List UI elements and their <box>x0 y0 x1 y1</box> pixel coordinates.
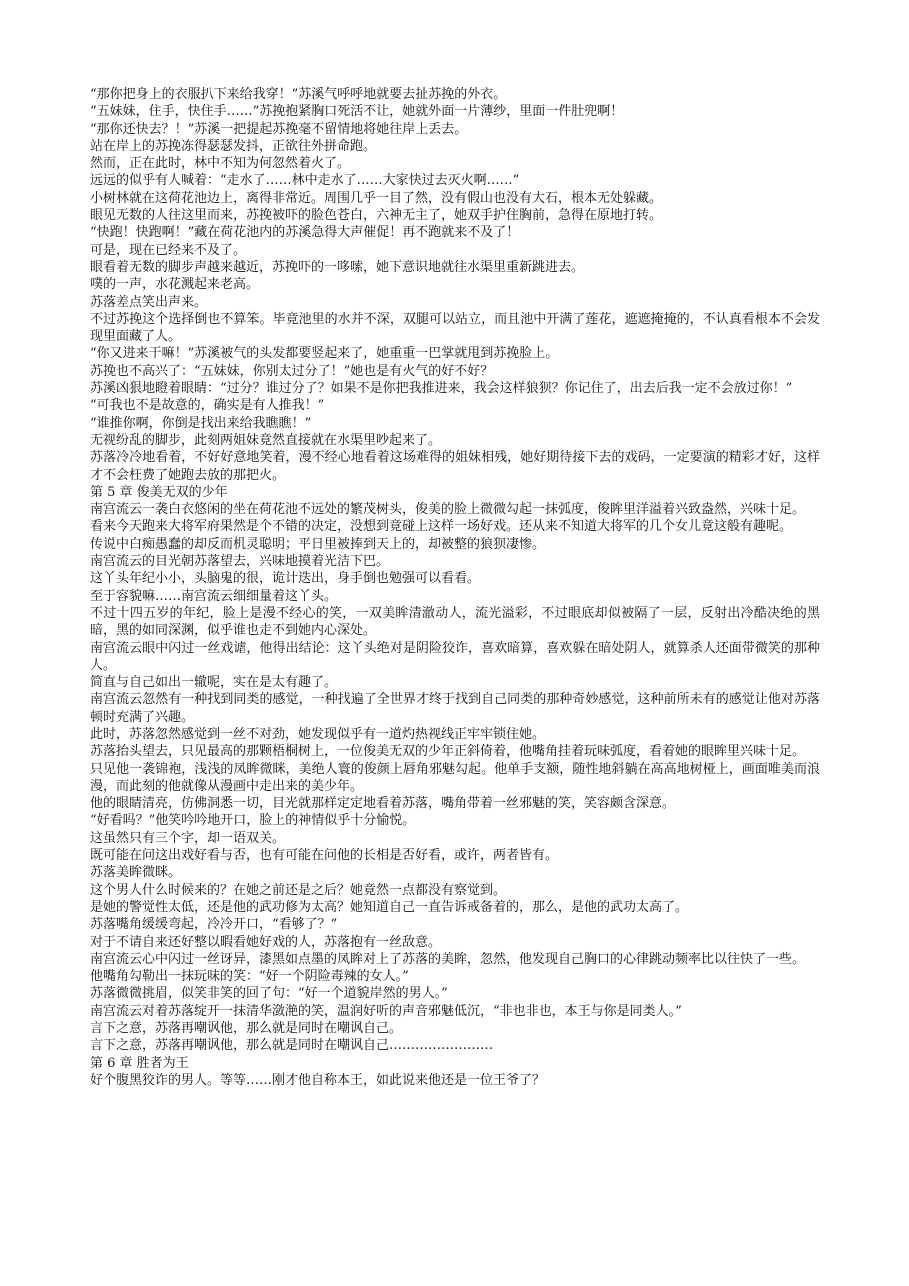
paragraph: 南宫流云心中闪过一丝讶异，漆黑如点墨的凤眸对上了苏落的美眸，忽然，他发现自己胸口的心律跳动频率比以往快了一些。 <box>90 951 806 967</box>
paragraph: 这虽然只有三个字，却一语双关。 <box>90 830 286 846</box>
paragraph: 不过苏挽这个选择倒也不算笨。毕竟池里的水并不深，双腿可以站立，而且池中开满了莲花，遮遮掩掩的，不认真看根本不会发现里面藏了人。 <box>90 311 820 345</box>
paragraph: 好个腹黑狡诈的男人。等等……刚才他自称本王，如此说来他还是一位王爷了？ <box>90 1072 546 1088</box>
paragraph: 此时，苏落忽然感觉到一丝不对劲，她发现似乎有一道灼热视线正牢牢锁住她。 <box>90 726 546 742</box>
paragraph: 对于不请自来还好整以暇看她好戏的人，苏落抱有一丝敌意。 <box>90 934 442 950</box>
paragraph: 苏落美眸微眯。 <box>90 865 182 881</box>
paragraph: 无视纷乱的脚步，此刻两姐妹竟然直接就在水渠里吵起来了。 <box>90 432 442 448</box>
paragraph: 小树林就在这荷花池边上，离得非常近。周围几乎一目了然，没有假山也没有大石，根本无处躲藏。 <box>90 190 663 206</box>
paragraph: 然而，正在此时，林中不知为何忽然着火了。 <box>90 156 351 172</box>
chapter-heading: 第 6 章 胜者为王 <box>90 1055 189 1071</box>
paragraph: 南宫流云忽然有一种找到同类的感觉，一种找遍了全世界才终于找到自己同类的那种奇妙感觉，这种前所未有的感觉让他对苏落顿时充满了兴趣。 <box>90 692 820 725</box>
paragraph: 简直与自己如出一辙呢，实在是太有趣了。 <box>90 675 338 691</box>
paragraph: 苏挽也不高兴了：“五妹妹，你别太过分了！”她也是有火气的好不好？ <box>90 363 494 379</box>
paragraph: 他嘴角勾勒出一抹玩味的笑：“好一个阴险毒辣的女人。” <box>90 969 409 985</box>
paragraph: “五妹妹，住手，快住手……”苏挽抱紧胸口死活不让，她就外面一片薄纱，里面一件肚兜啊！ <box>90 104 624 120</box>
paragraph: 南宫流云的目光朝苏落望去，兴味地摸着光洁下巴。 <box>90 554 390 570</box>
paragraph: 噗的一声，水花溅起来老高。 <box>90 277 260 293</box>
paragraph: 至于容貌嘛……南宫流云细细量着这丫头。 <box>90 588 338 604</box>
paragraph: 这丫头年纪小小，头脑鬼的很，诡计迭出，身手倒也勉强可以看看。 <box>90 571 481 587</box>
paragraph: 眼见无数的人往这里而来，苏挽被吓的脸色苍白，六神无主了，她双手护住胸前，急得在原地打转。 <box>90 208 663 224</box>
paragraph: 苏落嘴角缓缓弯起，冷冷开口，“看够了？” <box>90 917 338 933</box>
paragraph: 看来今天跑来大将军府果然是个不错的决定，没想到竟碰上这样一场好戏。还从来不知道大将军的几个女儿竟这般有趣呢。 <box>90 519 793 535</box>
paragraph: 站在岸上的苏挽冻得瑟瑟发抖，正欲往外拼命跑。 <box>90 138 377 154</box>
document-body <box>90 86 820 1089</box>
chapter-heading: 第 5 章 俊美无双的少年 <box>90 484 228 500</box>
paragraph: “谁推你啊，你倒是找出来给我瞧瞧！” <box>90 415 312 431</box>
paragraph: 南宫流云一袭白衣悠闲的坐在荷花池不远处的繁茂树头，俊美的脸上微微勾起一抹弧度，俊眸里洋溢着兴致盎然，兴味十足。 <box>90 502 806 518</box>
paragraph: 苏落抬头望去，只见最高的那颗梧桐树上，一位俊美无双的少年正斜倚着，他嘴角挂着玩味弧度，看着她的眼眸里兴味十足。 <box>90 744 806 760</box>
paragraph: 这个男人什么时候来的？在她之前还是之后？她竟然一点都没有察觉到。 <box>90 882 507 898</box>
paragraph: 苏溪凶狠地瞪着眼睛：“过分？谁过分了？如果不是你把我推进来，我会这样狼狈？你记住了，出去后我一定不会放过你！” <box>90 381 793 397</box>
paragraph: 既可能在问这出戏好看与否，也有可能在问他的长相是否好看，或许，两者皆有。 <box>90 848 559 864</box>
paragraph: 眼看着无数的脚步声越来越近，苏挽吓的一哆嗦，她下意识地就往水渠里重新跳进去。 <box>90 259 585 275</box>
paragraph: 不过十四五岁的年纪，脸上是漫不经心的笑，一双美眸清澈动人，流光溢彩，不过眼底却似被隔了一层，反射出冷酷决绝的黑暗，黑的如同深渊，似乎谁也走不到她内心深处。 <box>90 605 820 639</box>
paragraph: “你又进来干嘛！”苏溪被气的头发都要竖起来了，她重重一巴掌就甩到苏挽脸上。 <box>90 346 559 362</box>
paragraph: 南宫流云对着苏落绽开一抹清华潋滟的笑，温润好听的声音邪魅低沉，“非也非也，本王与你是同类人。” <box>90 1003 682 1019</box>
paragraph: “可我也不是故意的，确实是有人推我！” <box>90 398 325 414</box>
paragraph: 苏落差点笑出声来。 <box>90 294 208 310</box>
paragraph: 可是，现在已经来不及了。 <box>90 242 247 258</box>
paragraph: “好看吗？”他笑吟吟地开口，脸上的神情似乎十分愉悦。 <box>90 813 416 829</box>
paragraph: 只见他一袭锦袍，浅浅的凤眸微眯，美绝人寰的俊颜上唇角邪魅勾起。他单手支额，随性地斜躺在高高地树桠上，画面唯美而浪漫，而此刻的他就像从漫画中走出来的美少年。 <box>90 761 820 794</box>
paragraph: 传说中白痴愚蠢的却反而机灵聪明；平日里被捧到天上的，却被整的狼狈凄惨。 <box>90 536 546 552</box>
paragraph: 是她的警觉性太低，还是他的武功修为太高？她知道自己一直告诉戒备着的，那么，是他的武功太高了。 <box>90 899 689 915</box>
paragraph: 他的眼睛清亮，仿佛洞悉一切，目光就那样定定地看着苏落，嘴角带着一丝邪魅的笑，笑容颇含深意。 <box>90 796 676 812</box>
paragraph: 苏落冷冷地看着，不好好意地笑着，漫不经心地看着这场难得的姐妹相残，她好期待接下去的戏码，一定要演的精彩才好，这样才不会枉费了她跑去放的那把火。 <box>90 450 820 483</box>
paragraph: 苏落微微挑眉，似笑非笑的回了句：“好一个道貌岸然的男人。” <box>90 986 448 1002</box>
paragraph: “那你把身上的衣服扒下来给我穿！”苏溪气呼呼地就要去扯苏挽的外衣。 <box>90 87 507 102</box>
paragraph: “快跑！快跑啊！”藏在荷花池内的苏溪急得大声催促！再不跑就来不及了！ <box>90 225 520 241</box>
paragraph: 南宫流云眼中闪过一丝戏谑，他得出结论：这丫头绝对是阴险狡诈，喜欢暗算，喜欢躲在暗处阴人，就算杀人还面带微笑的那种人。 <box>90 640 820 673</box>
paragraph: “那你还快去？！”苏溪一把提起苏挽毫不留情地将她往岸上丢去。 <box>90 121 468 137</box>
paragraph: 言下之意，苏落再嘲讽他，那么就是同时在嘲讽自己…………………… <box>90 1038 494 1054</box>
paragraph: 言下之意，苏落再嘲讽他，那么就是同时在嘲讽自己。 <box>90 1021 403 1037</box>
paragraph: 远远的似乎有人喊着：“走水了……林中走水了……大家快过去灭火啊……” <box>90 173 520 189</box>
